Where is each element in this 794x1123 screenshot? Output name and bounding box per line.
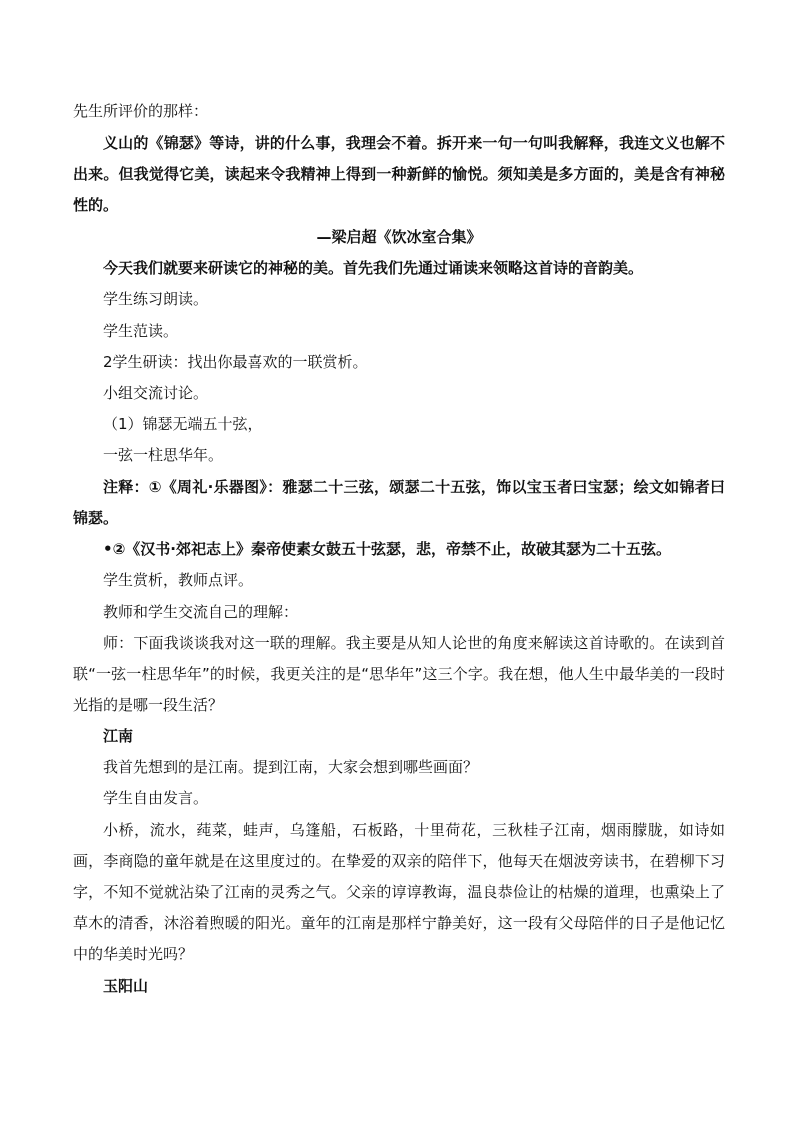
paragraph-jiangnan-description: 小桥，流水，莼菜，蛙声，乌篷船，石板路，十里荷花，三秋桂子江南，烟雨朦胧，如诗如画，李商隐的童年就是在这里度过的。在挚爱的双亲的陪伴下，他每天在烟波旁读书，在碧柳下习字，不知不觉就沾染了江南的灵秀之气。父亲的谆谆教诲，温良恭俭让的枯燥的道理，也熏染上了草木的清香，沐浴着煦暖的阳光。童年的江南是那样宁静美好，这一段有父母陪伴的日子是他记忆中的华美时光吗？ (73, 821, 725, 963)
paragraph-group-discussion: 小组交流讨论。 (103, 384, 209, 402)
paragraph-intro: 先生所评价的那样： (73, 102, 209, 120)
paragraph-model-reading: 学生范读。 (103, 322, 179, 340)
section-heading-yuyangshan: 玉阳山 (103, 977, 149, 995)
paragraph-study-intro: 今天我们就要来研读它的神秘的美。首先我们先通过诵读来领略这首诗的音韵美。 (103, 259, 644, 277)
quote-liang-qichao: 义山的《锦瑟》等诗，讲的什么事，我理会不着。拆开来一句一句叫我解释，我连文义也解不出来。但我觉得它美，读起来令我精神上得到一种新鲜的愉悦。须知美是多方面的，美是含有神秘性的。 (73, 134, 725, 214)
paragraph-appreciation: 学生赏析，教师点评。 (103, 571, 254, 589)
paragraph-student-study: 2学生研读：找出你最喜欢的一联赏析。 (103, 353, 368, 371)
annotation-note-1: 注释：①《周礼·乐器图》：雅瑟二十三弦，颂瑟二十五弦，饰以宝玉者曰宝瑟；绘文如锦者曰锦瑟。 (73, 478, 725, 527)
section-heading-jiangnan: 江南 (103, 727, 134, 745)
annotation-note-2: •②《汉书·郊祀志上》秦帝使素女鼓五十弦瑟，悲，帝禁不止，故破其瑟为二十五弦。 (103, 540, 671, 558)
quote-attribution: —梁启超《饮冰室合集》 (316, 228, 482, 246)
paragraph-teacher-view: 师：下面我谈谈我对这一联的理解。我主要是从知人论世的角度来解读这首诗歌的。在读到首联“一弦一柱思华年”的时候，我更关注的是“思华年”这三个字。我在想，他人生中最华美的一段时光指的是哪一段生活？ (73, 634, 725, 714)
paragraph-practice-reading: 学生练习朗读。 (103, 290, 209, 308)
paragraph-free-speech: 学生自由发言。 (103, 789, 209, 807)
poem-line-2: 一弦一柱思华年。 (103, 446, 224, 464)
poem-line-1: （1）锦瑟无端五十弦， (103, 415, 263, 433)
paragraph-exchange: 教师和学生交流自己的理解： (103, 603, 299, 621)
paragraph-jiangnan-question: 我首先想到的是江南。提到江南，大家会想到哪些画面？ (103, 758, 479, 776)
